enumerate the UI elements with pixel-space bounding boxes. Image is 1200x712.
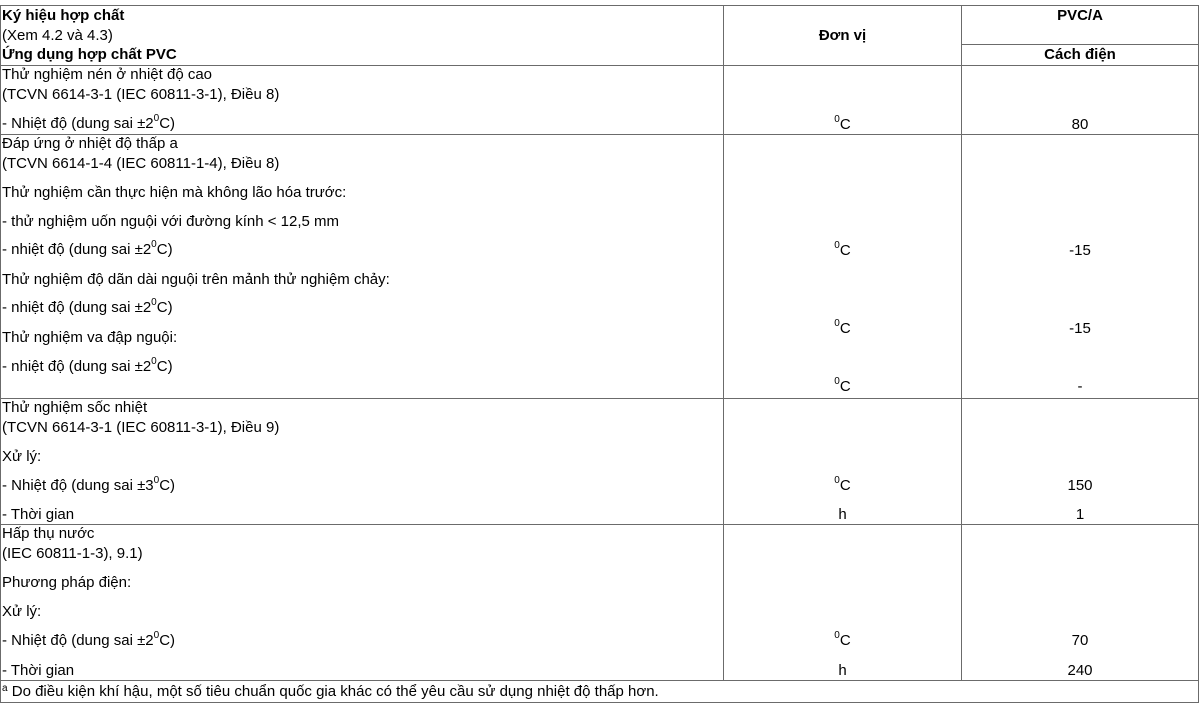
section-title: Hấp thụ nước (2, 525, 95, 542)
application-value: Cách điện (1044, 46, 1116, 63)
time-unit: h (838, 506, 847, 523)
temperature-label: - nhiệt độ (dung sai $\pm 2^0C$) (2, 239, 173, 258)
bending-test-label: - thử nghiệm uốn nguội với đường kính < 12,5 mm (2, 213, 340, 230)
temperature-unit: $^0$C (834, 475, 851, 494)
temperature-unit: $^0$C (834, 318, 851, 337)
header-divider-right (961, 44, 1199, 45)
elongation-test-label: Thử nghiệm độ dãn dài nguội trên mảnh thử nghiệm chảy: (2, 271, 390, 288)
compound-reference: (Xem 4.2 và 4.3) (2, 27, 113, 44)
temperature-label: - Nhiệt độ (dung sai $\pm 2^0C$) (2, 630, 176, 649)
compound-label: Ký hiệu hợp chất (2, 7, 125, 24)
compound-value: PVC/A (1057, 7, 1103, 24)
table-border-right (1198, 5, 1199, 703)
temperature-value: 150 (1067, 477, 1093, 494)
impact-test-label: Thử nghiệm va đập nguội: (2, 329, 178, 346)
treatment-label: Xử lý: (2, 448, 42, 465)
unit-header: Đơn vị (818, 27, 867, 44)
application-label: Ứng dụng hợp chất PVC (2, 46, 177, 63)
section-title: Thử nghiệm sốc nhiệt (2, 399, 148, 416)
time-unit: h (838, 662, 847, 679)
time-value: 240 (1067, 662, 1093, 679)
section-title: Đáp ứng ở nhiệt độ thấp a (2, 135, 178, 152)
row-divider (0, 134, 1199, 135)
temperature-unit: $^0$C (834, 376, 851, 395)
temperature-value: - (1077, 378, 1083, 395)
row-divider (0, 680, 1199, 681)
column-divider (961, 5, 962, 681)
footnote (2, 683, 659, 703)
time-label: - Thời gian (2, 506, 75, 523)
temperature-label: - Nhiệt độ (dung sai $\pm 2^0C$) (2, 113, 176, 132)
temperature-label: - nhiệt độ (dung sai $\pm 2^0C$) (2, 356, 173, 375)
temperature-unit: $^0$C (834, 114, 851, 133)
column-divider (723, 5, 724, 681)
row-divider (0, 398, 1199, 399)
temperature-label: - Nhiệt độ (dung sai $\pm 3^0C$) (2, 475, 176, 494)
table-border-top (0, 5, 1199, 6)
temperature-unit: $^0$C (834, 630, 851, 649)
time-value: 1 (1075, 506, 1085, 523)
section-reference: (TCVN 6614-1-4 (IEC 60811-1-4), Điều 8) (2, 155, 280, 172)
footnote-marker: a (2, 683, 8, 694)
temperature-label: - nhiệt độ (dung sai $\pm 2^0C$) (2, 297, 173, 316)
method-label: Phương pháp điện: (2, 574, 132, 591)
section-intro: Thử nghiệm cần thực hiện mà không lão hóa trước: (2, 184, 347, 201)
temperature-value: -15 (1069, 242, 1091, 259)
section-reference: (TCVN 6614-3-1 (IEC 60811-3-1), Điều 9) (2, 419, 280, 436)
temperature-value: 70 (1071, 632, 1089, 649)
treatment-label: Xử lý: (2, 603, 42, 620)
temperature-unit: $^0$C (834, 240, 851, 259)
section-title: Thử nghiệm nén ở nhiệt độ cao (2, 66, 213, 83)
table-border-left (0, 5, 1, 703)
temperature-value: -15 (1069, 320, 1091, 337)
footnote-text: Do điều kiện khí hậu, một số tiêu chuẩn quốc gia khác có thể yêu cầu sử dụng nhiệt độ thấp hơn. (7, 683, 659, 700)
temperature-value: 80 (1071, 116, 1089, 133)
time-label: - Thời gian (2, 662, 75, 679)
section-reference: (IEC 60811-1-3), 9.1) (2, 545, 143, 562)
row-divider (0, 524, 1199, 525)
section-reference: (TCVN 6614-3-1 (IEC 60811-3-1), Điều 8) (2, 86, 280, 103)
